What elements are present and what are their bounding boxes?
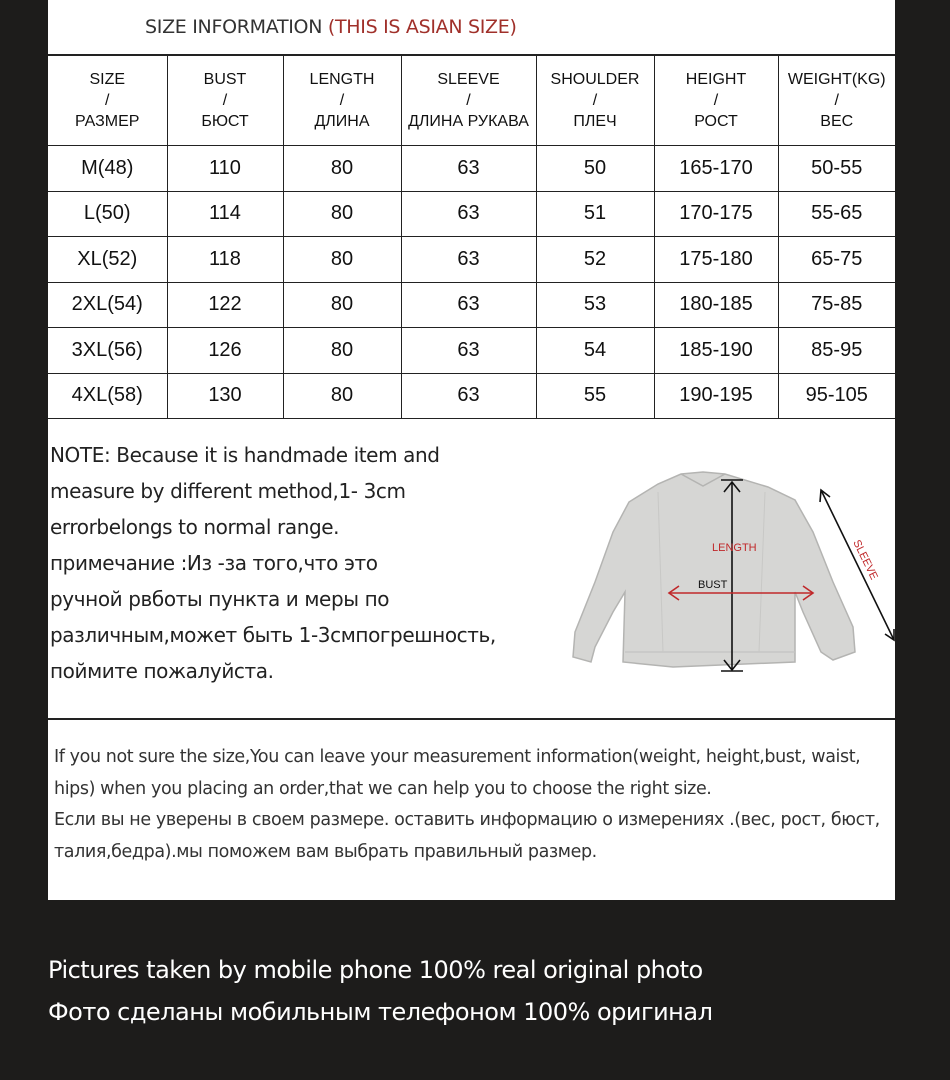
table-row — [48, 191, 895, 237]
table-cell: 63 — [401, 373, 536, 419]
info-line: Если вы не уверены в своем размере. оставить информацию о измерениях .(вес, рост, бюст, — [54, 810, 880, 830]
table-row — [48, 328, 895, 374]
column-header: BUST / БЮСТ — [167, 55, 283, 146]
table-cell: 80 — [283, 373, 401, 419]
column-header: LENGTH / ДЛИНА — [283, 55, 401, 146]
table-row — [48, 237, 895, 283]
table-cell: 63 — [401, 237, 536, 283]
table-cell: 175-180 — [654, 237, 778, 283]
page-title — [145, 16, 517, 38]
bust-label: BUST — [698, 579, 728, 591]
table-cell: 4XL(58) — [48, 373, 167, 419]
title-main: SIZE INFORMATION — [145, 16, 328, 38]
table-cell: 50 — [536, 146, 654, 192]
table-cell: 3XL(56) — [48, 328, 167, 374]
table-cell: 130 — [167, 373, 283, 419]
table-row — [48, 373, 895, 419]
table-cell: 63 — [401, 328, 536, 374]
table-cell: 63 — [401, 282, 536, 328]
table-cell: 85-95 — [778, 328, 895, 374]
info-line: талия,бедра).мы поможем вам выбрать правильный размер. — [54, 841, 597, 862]
divider — [48, 718, 895, 720]
column-header: SHOULDER / ПЛЕЧ — [536, 55, 654, 146]
column-header: HEIGHT / РОСТ — [654, 55, 778, 146]
table-cell: 114 — [167, 191, 283, 237]
column-header: SIZE / РАЗМЕР — [48, 55, 167, 146]
table-cell: 63 — [401, 146, 536, 192]
table-cell: 80 — [283, 328, 401, 374]
table-cell: 80 — [283, 237, 401, 283]
size-table — [48, 54, 895, 419]
note-text — [50, 437, 520, 689]
table-cell: XL(52) — [48, 237, 167, 283]
note-line: errorbelongs to normal range. — [50, 515, 340, 539]
info-line: If you not sure the size,You can leave your measurement information(weight, height,bust, waist, — [54, 747, 861, 767]
jacket-measurement-diagram — [533, 462, 880, 682]
info-line: hips) when you placing an order,that we can help you to choose the right size. — [54, 778, 712, 799]
note-line: поймите пожалуйста. — [50, 659, 274, 683]
note-line: примечание :Из -за того,что это — [50, 551, 378, 575]
note-line: различным,может быть 1-3смпогрешность, — [50, 623, 496, 647]
table-cell: 110 — [167, 146, 283, 192]
table-cell: 118 — [167, 237, 283, 283]
table-cell: L(50) — [48, 191, 167, 237]
table-row — [48, 282, 895, 328]
table-cell: 65-75 — [778, 237, 895, 283]
note-line: NOTE: Because it is handmade item and — [50, 443, 440, 467]
table-cell: 75-85 — [778, 282, 895, 328]
note-line: ручной рвботы пункта и меры по — [50, 587, 390, 611]
table-cell: 95-105 — [778, 373, 895, 419]
table-cell: 126 — [167, 328, 283, 374]
table-cell: 185-190 — [654, 328, 778, 374]
table-cell: M(48) — [48, 146, 167, 192]
jacket-illustration — [573, 472, 855, 667]
table-cell: 80 — [283, 191, 401, 237]
table-row — [48, 146, 895, 192]
table-cell: 51 — [536, 191, 654, 237]
size-chart-card — [48, 0, 895, 900]
column-header: WEIGHT(KG) / ВЕС — [778, 55, 895, 146]
table-cell: 165-170 — [654, 146, 778, 192]
table-cell: 2XL(54) — [48, 282, 167, 328]
length-label: LENGTH — [712, 542, 757, 554]
footer-line-ru: Фото сделаны мобильным телефоном 100% оригинал — [48, 998, 713, 1026]
table-cell: 55 — [536, 373, 654, 419]
table-cell: 50-55 — [778, 146, 895, 192]
info-text — [54, 742, 889, 868]
table-cell: 180-185 — [654, 282, 778, 328]
table-cell: 122 — [167, 282, 283, 328]
footer-line-en: Pictures taken by mobile phone 100% real original photo — [48, 956, 703, 984]
table-cell: 53 — [536, 282, 654, 328]
table-cell: 63 — [401, 191, 536, 237]
table-cell: 80 — [283, 282, 401, 328]
table-cell: 55-65 — [778, 191, 895, 237]
table-cell: 54 — [536, 328, 654, 374]
table-header-row — [48, 55, 895, 146]
title-asian-note: (THIS IS ASIAN SIZE) — [327, 16, 517, 38]
table-cell: 80 — [283, 146, 401, 192]
table-cell: 190-195 — [654, 373, 778, 419]
sleeve-label: SLEEVE — [850, 538, 880, 582]
table-cell: 52 — [536, 237, 654, 283]
column-header: SLEEVE / ДЛИНА РУКАВА — [401, 55, 536, 146]
table-cell: 170-175 — [654, 191, 778, 237]
footer-caption — [48, 949, 712, 1033]
note-line: measure by different method,1- 3cm — [50, 479, 406, 503]
